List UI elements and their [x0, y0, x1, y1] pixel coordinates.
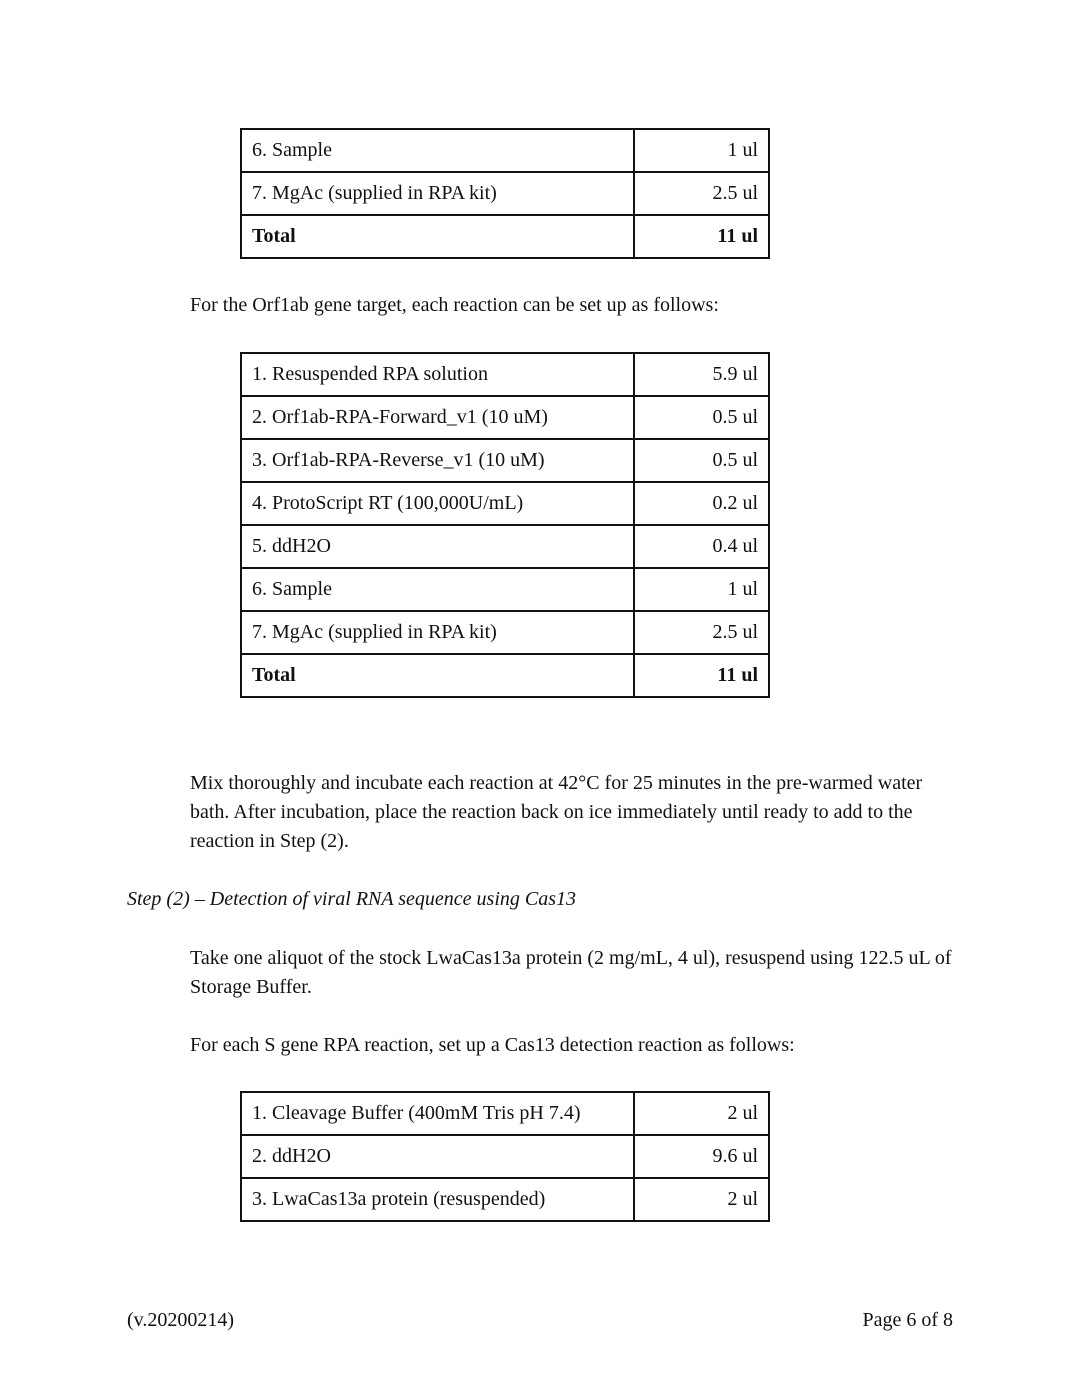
reagent-name: 7. MgAc (supplied in RPA kit) — [241, 611, 634, 654]
reagent-name: 7. MgAc (supplied in RPA kit) — [241, 172, 634, 215]
footer-page-number: Page 6 of 8 — [862, 1309, 953, 1331]
table-row — [241, 439, 769, 482]
reagent-amount: 2.5 ul — [634, 172, 769, 215]
reagent-amount: 2.5 ul — [634, 611, 769, 654]
orf1ab-intro-paragraph: For the Orf1ab gene target, each reaction can be set up as follows: — [190, 294, 719, 316]
reagent-name: 6. Sample — [241, 129, 634, 172]
aliquot-paragraph: Take one aliquot of the stock LwaCas13a protein (2 mg/mL, 4 ul), resuspend using 122.5 uL of Storage Buffer. — [190, 947, 952, 998]
footer-version: (v.20200214) — [127, 1309, 235, 1331]
step-2-heading: Step (2) – Detection of viral RNA sequence using Cas13 — [127, 888, 576, 910]
table-row — [241, 396, 769, 439]
reagent-name: 3. Orf1ab-RPA-Reverse_v1 (10 uM) — [241, 439, 634, 482]
table-row — [241, 568, 769, 611]
table-row — [241, 482, 769, 525]
reagent-amount: 1 ul — [634, 129, 769, 172]
total-amount: 11 ul — [634, 215, 769, 258]
reagent-amount: 0.4 ul — [634, 525, 769, 568]
table-row — [241, 1178, 769, 1221]
reagent-amount: 5.9 ul — [634, 353, 769, 396]
table-row — [241, 1135, 769, 1178]
reagent-amount: 2 ul — [634, 1092, 769, 1135]
reagent-amount: 9.6 ul — [634, 1135, 769, 1178]
total-amount: 11 ul — [634, 654, 769, 697]
reaction-table-continued — [240, 128, 770, 259]
reagent-name: 3. LwaCas13a protein (resuspended) — [241, 1178, 634, 1221]
table-row — [241, 611, 769, 654]
reagent-amount: 0.5 ul — [634, 396, 769, 439]
total-label: Total — [241, 215, 634, 258]
sgene-intro-paragraph: For each S gene RPA reaction, set up a Cas13 detection reaction as follows: — [190, 1034, 795, 1056]
reagent-amount: 0.5 ul — [634, 439, 769, 482]
incubation-paragraph: Mix thoroughly and incubate each reaction at 42°C for 25 minutes in the pre-warmed water bath. After incubation, place the reaction back on ice immediately until ready to add to the reaction in Step (2). — [190, 772, 923, 852]
reagent-name: 1. Cleavage Buffer (400mM Tris pH 7.4) — [241, 1092, 634, 1135]
reagent-name: 1. Resuspended RPA solution — [241, 353, 634, 396]
table-row — [241, 172, 769, 215]
orf1ab-reaction-table — [240, 352, 770, 698]
reagent-name: 2. Orf1ab-RPA-Forward_v1 (10 uM) — [241, 396, 634, 439]
reagent-amount: 0.2 ul — [634, 482, 769, 525]
reagent-name: 5. ddH2O — [241, 525, 634, 568]
reagent-amount: 2 ul — [634, 1178, 769, 1221]
reagent-name: 4. ProtoScript RT (100,000U/mL) — [241, 482, 634, 525]
cas13-detection-table — [240, 1091, 770, 1222]
table-row — [241, 353, 769, 396]
table-row — [241, 1092, 769, 1135]
total-label: Total — [241, 654, 634, 697]
table-total-row — [241, 654, 769, 697]
table-row — [241, 525, 769, 568]
reagent-amount: 1 ul — [634, 568, 769, 611]
table-total-row — [241, 215, 769, 258]
reagent-name: 6. Sample — [241, 568, 634, 611]
table-row — [241, 129, 769, 172]
reagent-name: 2. ddH2O — [241, 1135, 634, 1178]
